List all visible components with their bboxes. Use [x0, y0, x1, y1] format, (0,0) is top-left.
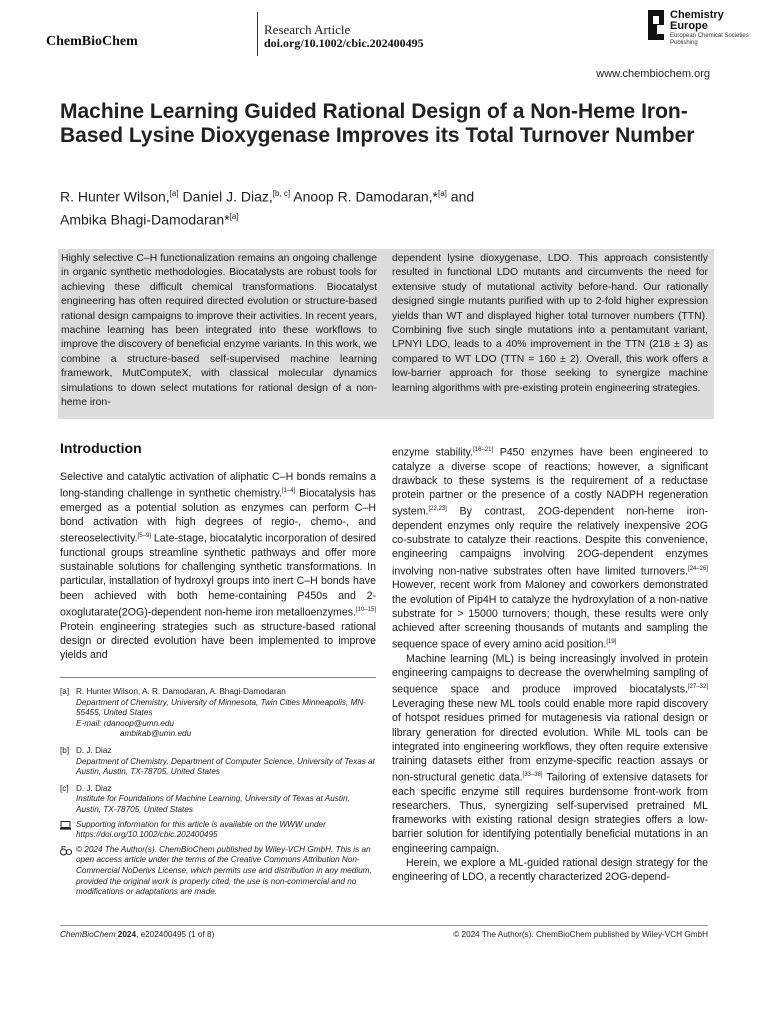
paragraph: Selective and catalytic activation of aliphatic C–H bonds remains a long-standing challenge in synthetic chemistry.[1–4] Biocatalysis has emerged as a potential solution as enzymes can perform C–H bond activation with high degrees of regio-, chemo-, and stereoselectivity.[5–9] Late-stage, biocatalytic incorporation of desired functional groups streamline synthetic pathways and offer more sustainable solutions for challenging synthetic transformations. In particular, installation of hydroxyl groups into inert C–H bonds have been achieved with both heme-containing P450s and 2-oxoglutarate(2OG)-dependent non-heme iron metalloenzymes.[10–15] Protein engineering strategies such as structure-based rational design or directed evolution have been implemented to improve yields and: [60, 471, 376, 662]
article-type: Research Article: [264, 22, 351, 37]
abstract-right-column: dependent lysine dioxygenase, LDO. This approach consistently resulted in functional LDO mutants and circumvents the need for extensive study of mutational activity before-hand. Our rationally designed single mutants purified with up to 2-fold higher expression yields than WT and displayed higher total turnover numbers (TTN). Combining five such single mutations into a pentamutant variant, LPNYI LDO, leads to a 40% improvement in the TTN (218 ± 3) as compared to WT LDO (TTN = 160 ± 2). Overall, this work offers a low-barrier approach for those seeking to synergize machine learning algorithms with pre-existing protein engineering strategies.: [392, 253, 708, 394]
abstract-left-column: Highly selective C–H functionalization remains an ongoing challenge in organic synthetic methodologies. Biocatalysts are robust tools for achieving these difficult chemical transformations. Biocatalyst engineering has often required directed evolution or structure-based rational design campaigns to improve their activities. In recent years, machine learning has been integrated into these workflows to improve the discovery of beneficial enzyme variants. In this work, we combine a structure-based self-supervised machine learning framework, MutComputeX, with classical molecular dynamics simulations to down select mutations for rational design of a non-heme iron-: [61, 253, 377, 409]
header-divider: [257, 12, 258, 56]
author-list: [60, 184, 720, 229]
journal-website-link[interactable]: www.chembiochem.org: [596, 68, 710, 80]
footnote-affiliation-a: [a] R. Hunter Wilson, A. R. Damodaran, A. Bhagi-Damodaran Department of Chemistry, University of Minnesota, Twin Cities Minneapolis, MN-55455, United States E-mail: rdanoop@umn.edu ambikab@umn.edu: [60, 687, 376, 740]
logo-line-1: Chemistry: [670, 9, 724, 21]
citation-ref[interactable]: [22,23]: [428, 506, 447, 513]
citation-ref[interactable]: [33–38]: [522, 772, 543, 779]
chemistry-europe-logo-icon: [648, 10, 664, 40]
author-name[interactable]: Anoop R. Damodaran,*: [290, 188, 438, 205]
email-line[interactable]: ambikab@umn.edu: [120, 729, 192, 739]
footnote-supporting-info: Supporting information for this article is available on the WWW under https://doi.org/10.1002/cbic.202400495: [60, 820, 376, 841]
citation-ref[interactable]: [5–9]: [137, 533, 151, 540]
citation-ref[interactable]: [10–15]: [355, 606, 376, 613]
author-name[interactable]: R. Hunter Wilson,: [60, 188, 170, 205]
author-affiliation: [a]: [437, 189, 447, 198]
citation-ref[interactable]: [27–32]: [687, 684, 708, 691]
body-right-column: [392, 443, 708, 884]
footer-citation: ChemBioChem 2024, e202400495 (1 of 8): [60, 930, 215, 939]
author-name[interactable]: Ambika Bhagi-Damodaran*: [60, 211, 230, 228]
footnote-affiliation-c: [c] D. J. Diaz Institute for Foundations of Machine Learning, University of Texas at Austin, Austin, TX-78705, United States: [60, 783, 350, 814]
publisher-logo[interactable]: [648, 10, 758, 50]
paragraph: enzyme stability.[16–21] P450 enzymes have been engineered to catalyze a diverse scope of reactions; however, a significant drawback to these systems is the requirement of a reductase protein partner or the presence of a costly NADPH regeneration system.[22,23] By contrast, 2OG-dependent non-heme iron-dependent enzymes only require the relatively inexpensive 2OG co-substrate to catalyze their reactions. Despite this convenience, engineering campaigns involving 2OG-dependent enzymes involving non-native substrates often have limited turnovers.[24–26] However, recent work from Maloney and coworkers demonstrated the evolution of Pip4H to catalyze the hydroxylation of a non-native substrate for > 15000 turnovers; though, these results were only achieved after screening thousands of mutants and sampling the sequence space of every amino acid position.[19]: [392, 446, 708, 651]
paragraph: Herein, we explore a ML-guided rational design strategy for the engineering of LDO, a recently characterized 2OG-depend-: [392, 856, 708, 884]
citation-ref[interactable]: [19]: [606, 639, 617, 646]
citation-ref[interactable]: [24–26]: [687, 565, 708, 572]
author-conjunction: and: [446, 188, 475, 205]
open-access-icon: [60, 846, 72, 856]
article-title: Machine Learning Guided Rational Design of a Non-Heme Iron-Based Lysine Dioxygenase Improves its Total Turnover Number: [60, 100, 695, 147]
footnotes: [60, 687, 376, 902]
author-affiliation: [b, c]: [272, 189, 291, 198]
footer-divider: [60, 925, 708, 926]
citation-ref[interactable]: [16–21]: [473, 447, 494, 453]
computer-icon: [60, 821, 71, 830]
footnote-license: © 2024 The Author(s). ChemBioChem published by Wiley-VCH GmbH. This is an open access article under the terms of the Creative Commons Attribution Non-Commercial NoDerivs License, which permits use and distribution in any medium, provided the original work is properly cited, the use is non-commercial and no modifications or adaptations are made.: [60, 845, 376, 898]
footnote-affiliation-b: [b] D. J. Diaz Department of Chemistry, Department of Computer Science, University of Texas at Austin, Austin, TX-78705, United States: [60, 745, 375, 777]
author-affiliation: [a]: [169, 189, 179, 198]
footnote-divider: [60, 677, 376, 678]
footer-copyright: © 2024 The Author(s). ChemBioChem published by Wiley-VCH GmbH: [453, 930, 708, 939]
author-name[interactable]: Daniel J. Diaz,: [178, 188, 273, 205]
author-affiliation: [a]: [229, 211, 239, 221]
logo-line-2: Europe: [670, 20, 708, 32]
citation-ref[interactable]: [1–4]: [281, 488, 296, 495]
paragraph: Machine learning (ML) is being increasingly involved in protein engineering campaigns to decrease the overwhelming sampling of sequence space and produce improved biocatalysts.[27–32] Leveraging these new ML tools could enable more rapid discovery of hotspot residues primed for mutagenesis via rational design or library generation for directed evolution. While ML tools can be integrated into engineering workflows, they often require extensive training datasets either from enzyme-specific reaction assays or non-structural genetic data.[33–38] Tailoring of extensive datasets for each specific enzyme still requires burdensome front-work from researchers. Thus, synergizing self-supervised pretrained ML frameworks with existing rational design strategies offers a low-barrier solution for identifying potentially beneficial mutations in an engineering campaign.: [392, 652, 708, 855]
body-left-column: [60, 470, 376, 662]
journal-name: ChemBioChem: [46, 34, 138, 49]
section-heading-introduction: Introduction: [60, 440, 142, 456]
email-line[interactable]: E-mail: rdanoop@umn.edu: [76, 718, 174, 728]
doi-link[interactable]: doi.org/10.1002/cbic.202400495: [264, 36, 424, 50]
logo-subtitle: European Chemical Societies Publishing: [670, 33, 749, 46]
